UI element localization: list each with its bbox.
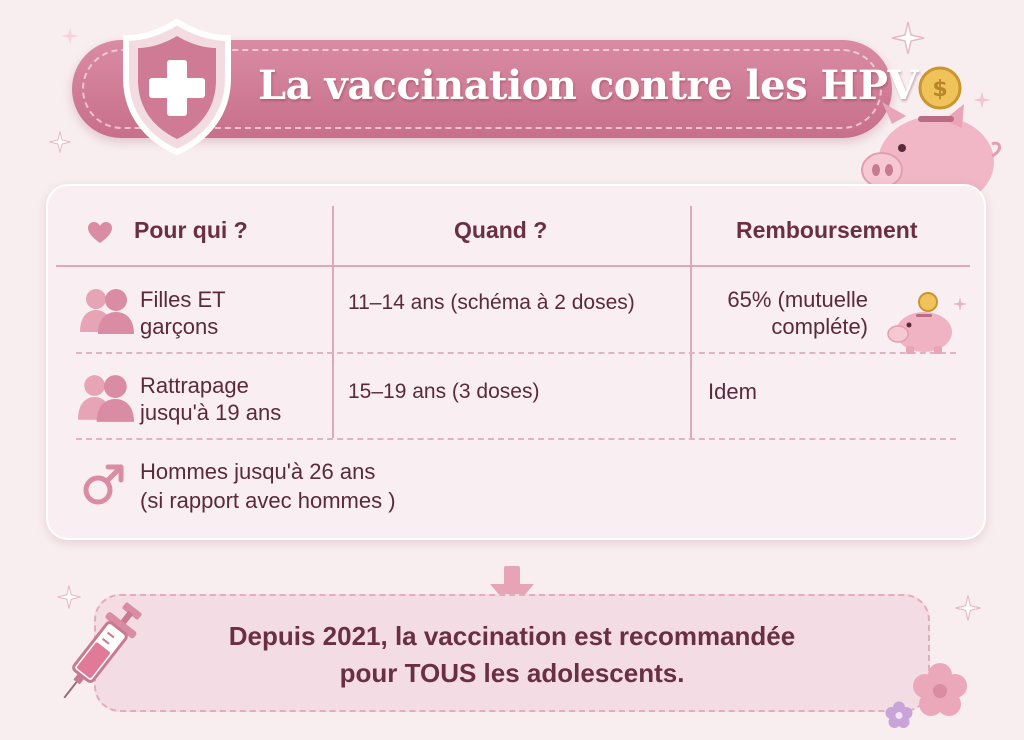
row2-who-line1: Rattrapage bbox=[140, 373, 249, 398]
row3-who-line1: Hommes jusqu'à 26 ans bbox=[140, 459, 376, 484]
sparkle-icon bbox=[60, 26, 80, 46]
row2-when: 15–19 ans (3 doses) bbox=[348, 380, 540, 403]
row1-when: 11–14 ans (schéma à 2 doses) bbox=[348, 291, 635, 314]
row1-who bbox=[140, 286, 226, 340]
shield-cross-icon bbox=[118, 16, 236, 158]
sparkle-icon bbox=[954, 594, 982, 622]
callout-line1: Depuis 2021, la vaccination est recommandée bbox=[228, 621, 796, 651]
page-title: La vaccination contre les HPV bbox=[258, 62, 918, 109]
row2-who-line2: jusqu'à 19 ans bbox=[140, 400, 282, 425]
row1-refund bbox=[708, 286, 868, 340]
header-divider bbox=[56, 265, 970, 267]
sparkle-icon bbox=[890, 20, 926, 56]
male-symbol-icon bbox=[82, 462, 124, 506]
header-who: Pour qui ? bbox=[134, 217, 248, 243]
row1-refund-line2: compléte) bbox=[771, 314, 868, 339]
column-divider bbox=[332, 206, 334, 438]
callout-text bbox=[94, 618, 930, 698]
row2-refund: Idem bbox=[708, 379, 757, 404]
row1-who-line2: garçons bbox=[140, 314, 219, 339]
row1-who-line1: Filles ET bbox=[140, 287, 226, 312]
people-icon bbox=[80, 288, 134, 334]
svg-text:$: $ bbox=[932, 77, 948, 102]
header-when: Quand ? bbox=[454, 217, 548, 243]
sparkle-icon bbox=[48, 130, 72, 154]
people-icon bbox=[78, 374, 134, 422]
row-divider bbox=[76, 352, 956, 354]
row3-who-line2: (si rapport avec hommes ) bbox=[140, 488, 396, 513]
piggy-bank-icon bbox=[884, 290, 956, 356]
row1-refund-line1: 65% (mutuelle bbox=[727, 287, 868, 312]
callout-line2: pour TOUS les adolescents. bbox=[339, 658, 685, 688]
row3-who bbox=[140, 458, 396, 514]
syringe-icon bbox=[52, 592, 148, 712]
heart-icon bbox=[88, 222, 112, 244]
row-divider bbox=[76, 438, 956, 440]
header-refund: Remboursement bbox=[736, 217, 918, 243]
row2-who bbox=[140, 372, 281, 426]
column-divider bbox=[690, 206, 692, 438]
